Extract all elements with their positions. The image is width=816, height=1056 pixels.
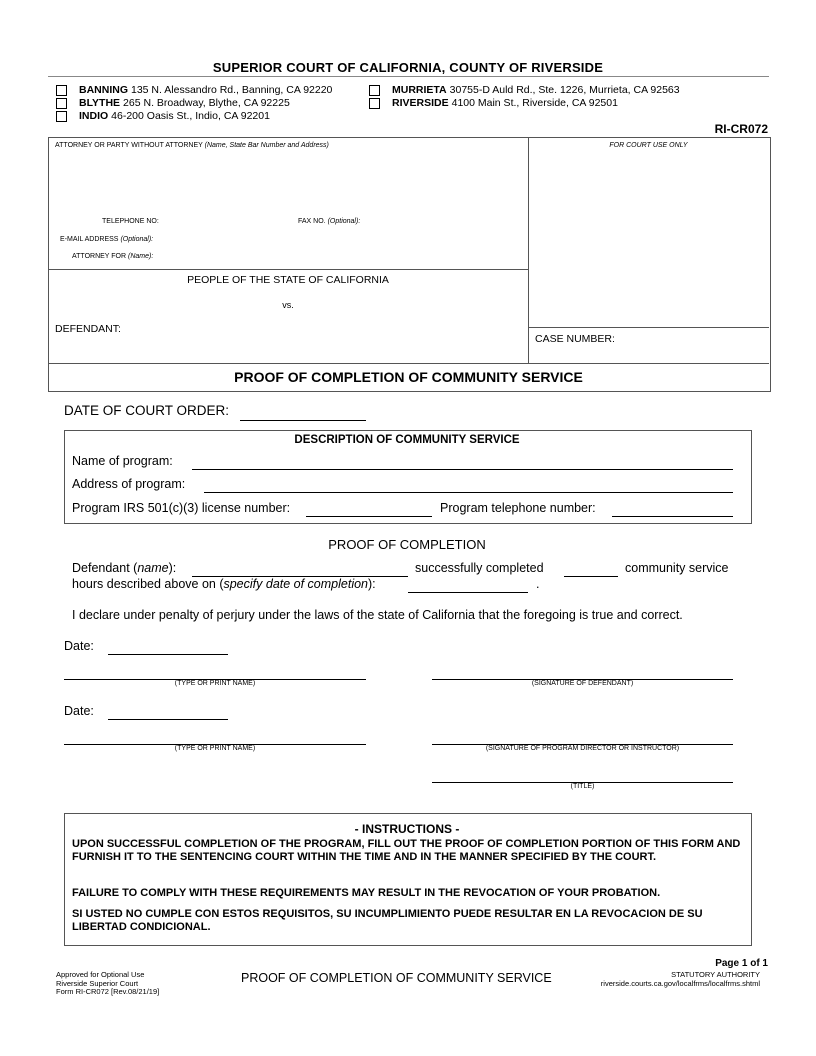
- location-indio[interactable]: [56, 110, 270, 122]
- fax-label: [298, 218, 360, 225]
- instructions-p2: FAILURE TO COMPLY WITH THESE REQUIREMENTS MAY RESULT IN THE REVOCATION OF YOUR PROBATION.: [72, 887, 661, 899]
- caption-divider: [528, 137, 529, 363]
- location-name: BANNING: [79, 84, 128, 96]
- defendant-suffix: ):: [168, 561, 177, 575]
- attorney-for-label: [72, 253, 153, 260]
- location-name: BLYTHE: [79, 97, 121, 109]
- page-number: Page 1 of 1: [715, 958, 768, 969]
- date-field-2[interactable]: [108, 705, 228, 720]
- indio-checkbox[interactable]: [56, 111, 67, 122]
- attorney-label-text: ATTORNEY OR PARTY WITHOUT ATTORNEY: [55, 142, 203, 149]
- date-label-2: Date:: [64, 704, 94, 718]
- blythe-checkbox[interactable]: [56, 98, 67, 109]
- email-label: [60, 236, 153, 243]
- fax-label-text: FAX NO.: [298, 218, 326, 225]
- attorney-for-hint: (Name):: [128, 253, 154, 260]
- location-murrieta[interactable]: [369, 84, 680, 96]
- approved-text: Approved for Optional Use: [56, 970, 145, 979]
- footer-left: [56, 971, 159, 997]
- irs-license-label: Program IRS 501(c)(3) license number:: [72, 501, 291, 515]
- footer-right: [601, 971, 760, 988]
- telephone-label: TELEPHONE NO:: [102, 218, 159, 225]
- completion-date-field[interactable]: [408, 578, 528, 593]
- period: .: [536, 577, 540, 591]
- email-hint: (Optional):: [120, 236, 154, 243]
- location-address: 265 N. Broadway, Blythe, CA 92225: [123, 97, 290, 109]
- instructions-p1: UPON SUCCESSFUL COMPLETION OF THE PROGRAM, FILL OUT THE PROOF OF COMPLETION PORTION OF THIS FORM AND FURNISH IT TO THE SENTENCING COURT WITHIN THE TIME AND IN THE MANNER SPECIFIED BY THE COURT.: [72, 838, 741, 863]
- court-text: Riverside Superior Court: [56, 978, 139, 988]
- date-label-1: Date:: [64, 639, 94, 653]
- murrieta-checkbox[interactable]: [369, 85, 380, 96]
- location-name: RIVERSIDE: [392, 97, 449, 109]
- program-address-label: Address of program:: [72, 477, 186, 491]
- authority-text: STATUTORY AUTHORITY: [671, 970, 760, 979]
- completion-heading: PROOF OF COMPLETION: [328, 537, 486, 552]
- program-name-field[interactable]: [192, 455, 733, 470]
- print-name-caption-1: (TYPE OR PRINT NAME): [174, 680, 256, 687]
- program-phone-field[interactable]: [612, 502, 733, 517]
- form-title: PROOF OF COMPLETION OF COMMUNITY SERVICE: [234, 369, 583, 385]
- director-signature-caption: (SIGNATURE OF PROGRAM DIRECTOR OR INSTRUCTOR): [485, 745, 680, 752]
- people-label: PEOPLE OF THE STATE OF CALIFORNIA: [187, 274, 389, 286]
- court-title: SUPERIOR COURT OF CALIFORNIA, COUNTY OF RIVERSIDE: [212, 60, 604, 75]
- program-address-field[interactable]: [204, 478, 733, 493]
- declaration-text: I declare under penalty of perjury under the laws of the state of California that the foregoing is true and correct.: [72, 608, 683, 622]
- description-heading: DESCRIPTION OF COMMUNITY SERVICE: [294, 434, 520, 446]
- print-name-caption-2: (TYPE OR PRINT NAME): [174, 745, 256, 752]
- completed-label: successfully completed: [415, 561, 544, 575]
- caption-box: [48, 137, 771, 392]
- banning-checkbox[interactable]: [56, 85, 67, 96]
- case-number-label: CASE NUMBER:: [535, 333, 615, 345]
- irs-license-field[interactable]: [306, 502, 432, 517]
- defendant-prefix: Defendant (: [72, 561, 138, 575]
- hours-prefix: hours described above on (: [72, 577, 224, 591]
- instructions-heading: - INSTRUCTIONS -: [354, 822, 460, 836]
- fax-hint: (Optional):: [327, 218, 361, 225]
- defendant-signature-caption: (SIGNATURE OF DEFENDANT): [531, 680, 634, 687]
- url-text: riverside.courts.ca.gov/localfrms/localfrms.shtml: [600, 978, 760, 988]
- location-name: INDIO: [79, 110, 109, 122]
- title-divider: [48, 363, 769, 364]
- header-rule: [48, 76, 769, 77]
- email-label-text: E-MAIL ADDRESS: [60, 236, 119, 243]
- program-phone-label: Program telephone number:: [440, 501, 596, 515]
- location-address: 46-200 Oasis St., Indio, CA 92201: [111, 110, 270, 122]
- attorney-label: [55, 142, 329, 149]
- footer-title: PROOF OF COMPLETION OF COMMUNITY SERVICE: [241, 971, 552, 985]
- court-order-label: DATE OF COURT ORDER:: [64, 403, 230, 418]
- community-service-label: community service: [625, 561, 729, 575]
- program-name-label: Name of program:: [72, 454, 173, 468]
- defendant-name-label: [72, 561, 176, 575]
- form-number: RI-CR072: [714, 122, 768, 136]
- name-hint: name: [137, 561, 169, 575]
- hours-described-label: [72, 577, 376, 591]
- defendant-name-field[interactable]: [192, 562, 408, 577]
- location-riverside[interactable]: [369, 97, 618, 109]
- instructions-p3: SI USTED NO CUMPLE CON ESTOS REQUISITOS, SU INCUMPLIMIENTO PUEDE RESULTAR EN LA REVOCACION DE SU LIBERTAD CONDICIONAL.: [72, 908, 703, 933]
- location-blythe[interactable]: [56, 97, 290, 109]
- hours-field[interactable]: [564, 562, 618, 577]
- location-address: 30755-D Auld Rd., Ste. 1226, Murrieta, CA 92563: [449, 84, 680, 96]
- date-field-1[interactable]: [108, 640, 228, 655]
- hours-suffix: ):: [368, 577, 376, 591]
- case-number-divider: [528, 327, 769, 328]
- form-rev-text: Form RI-CR072 [Rev.08/21/19]: [56, 987, 160, 996]
- title-caption: (TITLE): [570, 783, 595, 790]
- date-hint: specify date of completion: [223, 577, 369, 591]
- location-name: MURRIETA: [392, 84, 447, 96]
- court-order-date-field[interactable]: [240, 406, 366, 421]
- court-use-label: FOR COURT USE ONLY: [609, 142, 688, 149]
- defendant-label: DEFENDANT:: [55, 323, 121, 335]
- riverside-checkbox[interactable]: [369, 98, 380, 109]
- party-divider: [48, 269, 528, 270]
- attorney-hint: (Name, State Bar Number and Address): [204, 142, 329, 149]
- location-address: 4100 Main St., Riverside, CA 92501: [451, 97, 618, 109]
- attorney-for-text: ATTORNEY FOR: [72, 253, 127, 260]
- vs-label: vs.: [282, 300, 294, 310]
- location-banning[interactable]: [56, 84, 332, 96]
- location-address: 135 N. Alessandro Rd., Banning, CA 92220: [131, 84, 333, 96]
